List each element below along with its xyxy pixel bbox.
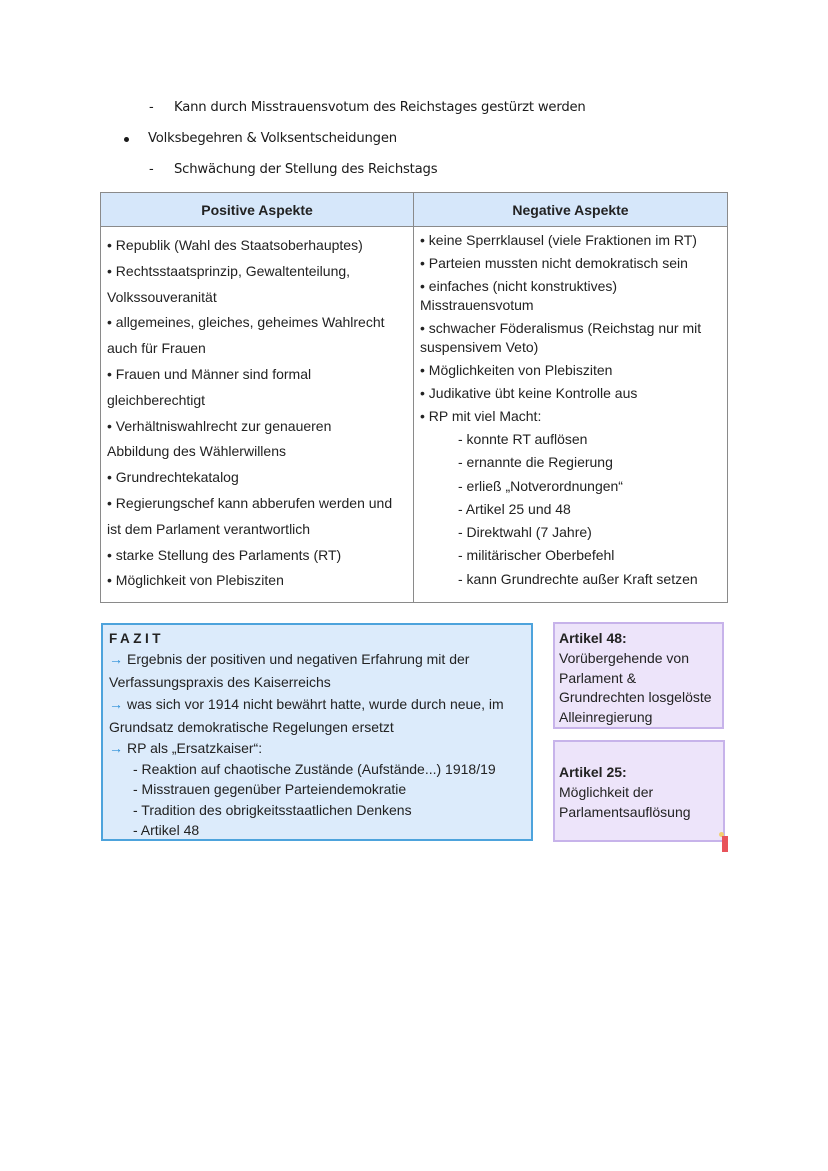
list-item: • schwacher Föderalismus (Reichstag nur mit suspensivem Veto) <box>420 320 702 355</box>
arrow-right-icon: → <box>109 740 123 756</box>
fazit-title: FAZIT <box>109 631 164 646</box>
artikel-48-text: Vorübergehende von Parlament & Grundrechten losgelöste Alleinregierung <box>559 649 712 726</box>
header-negative: Negative Aspekte <box>414 193 728 227</box>
table-row <box>101 227 728 603</box>
fazit-sub-item: - Artikel 48 <box>133 822 200 838</box>
artikel-25-text: Möglichkeit der Parlamentsauflösung <box>559 783 691 820</box>
list-item: • Grundrechtekatalog <box>107 469 239 486</box>
list-item: Abbildung des Wählerwillens <box>107 443 286 460</box>
negative-cell <box>414 227 728 603</box>
sub-item: - erließ „Notverordnungen“ <box>458 477 623 494</box>
list-item: • Verhältniswahlrecht zur genaueren <box>107 417 332 434</box>
fazit-point <box>109 648 525 693</box>
aspects-table <box>100 192 728 603</box>
fazit-sub-item: - Tradition des obrigkeitsstaatlichen Denkens <box>133 801 412 818</box>
sub-item: - konnte RT auflösen <box>458 431 588 447</box>
list-item: ist dem Parlament verantwortlich <box>107 520 311 537</box>
list-item: auch für Frauen <box>107 340 206 357</box>
list-item: • starke Stellung des Parlaments (RT) <box>107 546 342 563</box>
fazit-point <box>109 738 525 759</box>
header-positive: Positive Aspekte <box>101 193 414 227</box>
bullet-icon <box>124 137 129 142</box>
fazit-point-text: RP als „Ersatzkaiser“: <box>127 740 263 756</box>
list-item: • Möglichkeit von Plebisziten <box>107 572 284 589</box>
list-item: • Rechtsstaatsprinzip, Gewaltenteilung, <box>107 262 351 279</box>
edge-marker <box>722 836 728 852</box>
fazit-box <box>101 623 533 841</box>
list-item: Volkssouveranität <box>107 288 217 305</box>
list-item: • allgemeines, gleiches, geheimes Wahlrecht <box>107 314 385 331</box>
list-item: gleichberechtigt <box>107 391 206 408</box>
sub-item: - kann Grundrechte außer Kraft setzen <box>458 570 698 587</box>
list-item: • einfaches (nicht konstruktives) Misstrauensvotum <box>420 278 618 313</box>
arrow-right-icon: → <box>109 651 123 667</box>
negative-list <box>420 231 722 589</box>
arrow-right-icon: → <box>109 696 123 712</box>
list-item: • Möglichkeiten von Plebisziten <box>420 362 613 378</box>
positive-cell <box>101 227 414 603</box>
artikel-25-box <box>553 740 725 842</box>
positive-list <box>107 233 408 594</box>
list-item: • Frauen und Männer sind formal <box>107 365 312 382</box>
table-header-row <box>101 193 728 227</box>
artikel-25-title: Artikel 25: <box>559 764 627 780</box>
sub-item: - Artikel 25 und 48 <box>458 500 571 517</box>
sub-item: - Direktwahl (7 Jahre) <box>458 524 592 541</box>
sub-item: - ernannte die Regierung <box>458 454 613 471</box>
fazit-sub-item: - Misstrauen gegenüber Parteiendemokratie <box>133 781 407 797</box>
list-item: • Regierungschef kann abberufen werden und <box>107 494 393 511</box>
list-item: • Parteien mussten nicht demokratisch sein <box>420 255 688 271</box>
list-item: • Judikative übt keine Kontrolle aus <box>420 385 638 401</box>
dash-marker: - <box>149 100 154 115</box>
artikel-48-box <box>553 622 724 729</box>
list-item: • keine Sperrklausel (viele Fraktionen im RT) <box>420 232 697 248</box>
list-item: • Republik (Wahl des Staatsoberhauptes) <box>107 237 363 253</box>
fazit-point <box>109 693 525 738</box>
intro-line-schwaechung: Schwächung der Stellung des Reichstags <box>174 162 438 177</box>
sub-item: - militärischer Oberbefehl <box>458 547 615 564</box>
fazit-sub-item: - Reaktion auf chaotische Zustände (Aufstände...) 1918/19 <box>133 760 496 777</box>
intro-line-volksbegehren: Volksbegehren & Volksentscheidungen <box>148 131 397 146</box>
dash-marker: - <box>149 162 154 177</box>
fazit-point-text: was sich vor 1914 nicht bewährt hatte, wurde durch neue, im Grundsatz demokratische Regelungen ersetzt <box>109 696 504 735</box>
fazit-point-text: Ergebnis der positiven und negativen Erfahrung mit der Verfassungspraxis des Kaiserreichs <box>109 651 470 690</box>
intro-line-misstrauensvotum: Kann durch Misstrauensvotum des Reichstages gestürzt werden <box>174 100 586 115</box>
list-item: • RP mit viel Macht: <box>420 408 542 424</box>
artikel-48-title: Artikel 48: <box>559 630 627 646</box>
